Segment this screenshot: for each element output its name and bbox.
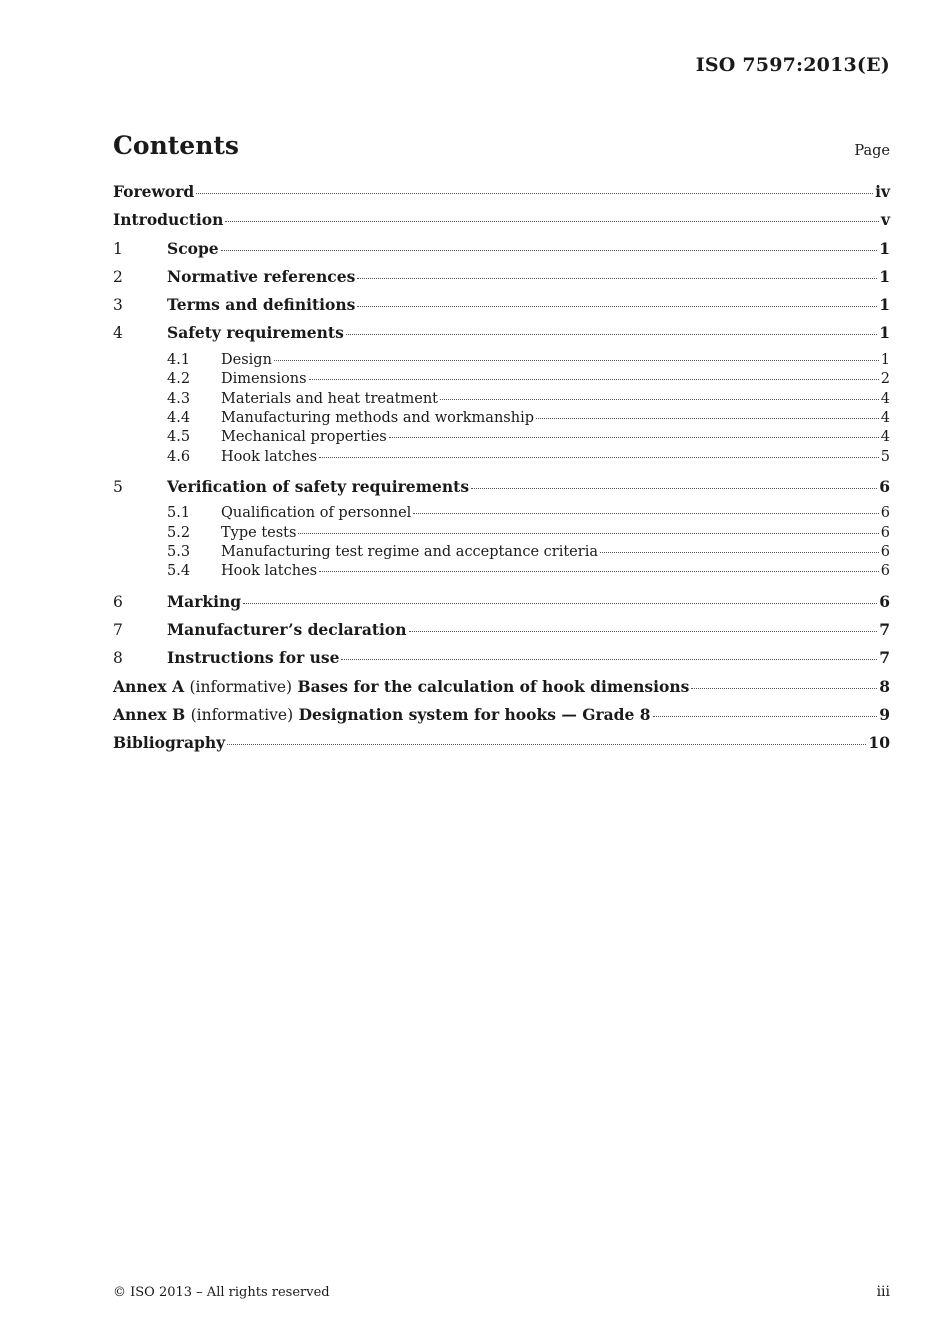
dot-leader xyxy=(471,488,877,489)
dot-leader xyxy=(357,278,877,279)
toc-entry-scope[interactable] xyxy=(113,239,890,267)
toc-entry-normative-references[interactable] xyxy=(113,267,890,295)
toc-entry-introduction[interactable] xyxy=(113,210,890,238)
annex-title: Designation system for hooks — Grade 8 xyxy=(298,704,651,724)
toc-entry-title: Dimensions xyxy=(221,371,307,388)
toc-entry-foreword[interactable] xyxy=(113,182,890,210)
toc-entry-title: Manufacturing test regime and acceptance criteria xyxy=(221,544,598,561)
toc-entry-title: Hook latches xyxy=(221,563,318,580)
toc-entry-page: iv xyxy=(875,182,890,201)
toc-entry-page: 7 xyxy=(879,648,890,668)
toc-entry-title: Materials and heat treatment xyxy=(221,390,438,407)
dot-leader xyxy=(600,552,879,553)
toc-entry-number: 4.6 xyxy=(167,448,191,465)
toc-entry-page: 6 xyxy=(880,505,890,522)
toc-entry-title: Instructions for use xyxy=(167,648,340,668)
toc-entry-number: 5.4 xyxy=(167,563,191,580)
toc-entry-title: Foreword xyxy=(113,182,195,201)
toc-entry-annex-a[interactable] xyxy=(113,677,890,705)
dot-leader xyxy=(440,399,879,400)
toc-entry-number: 8 xyxy=(113,649,123,668)
annex-title: Bases for the calculation of hook dimensions xyxy=(297,676,690,696)
dot-leader xyxy=(319,571,879,572)
toc-entry-page: 8 xyxy=(879,676,890,696)
toc-subentry[interactable] xyxy=(113,352,890,371)
toc-entry-safety-requirements[interactable] xyxy=(113,323,890,351)
toc-entry-page: 7 xyxy=(879,620,890,640)
dot-leader xyxy=(341,659,877,660)
toc-entry-title: Design xyxy=(221,351,272,368)
toc-entry-page: 1 xyxy=(879,238,890,258)
dot-leader xyxy=(227,744,866,745)
toc-entry-title: Marking xyxy=(167,591,242,611)
dot-leader xyxy=(274,360,879,361)
toc-subentry[interactable] xyxy=(113,449,890,468)
toc-entry-page: 1 xyxy=(880,351,890,368)
toc-subentry[interactable] xyxy=(113,391,890,410)
toc-entry-page: 6 xyxy=(879,477,890,497)
toc-entry-marking[interactable] xyxy=(113,592,890,620)
toc-entry-page: 6 xyxy=(880,563,890,580)
toc-entry-page: 1 xyxy=(879,266,890,286)
toc-entry-title: Manufacturing methods and workmanship xyxy=(221,409,534,426)
toc-entry-number: 5 xyxy=(113,478,123,497)
toc-entry-number: 2 xyxy=(113,267,123,286)
toc-entry-number: 7 xyxy=(113,621,123,640)
toc-entry-title: Scope xyxy=(167,238,219,258)
toc-entry-annex-b[interactable] xyxy=(113,705,890,733)
toc-subentry[interactable] xyxy=(113,525,890,544)
toc-entry-title: Safety requirements xyxy=(167,323,344,343)
dot-leader xyxy=(221,250,878,251)
toc-entry-title xyxy=(113,677,689,696)
toc-entry-page: 4 xyxy=(880,429,890,446)
toc-entry-title: Bibliography xyxy=(113,733,226,753)
toc-subentry[interactable] xyxy=(113,544,890,563)
dot-leader xyxy=(357,306,877,307)
contents-title: Contents xyxy=(113,131,240,160)
toc-entry-verification[interactable] xyxy=(113,477,890,505)
toc-entry-page: 9 xyxy=(879,704,890,724)
dot-leader xyxy=(243,603,877,604)
toc-entry-page: 1 xyxy=(879,295,890,315)
annex-kind: (informative) xyxy=(190,705,294,724)
toc-entry-title: Qualification of personnel xyxy=(221,505,412,522)
dot-leader xyxy=(309,379,879,380)
toc-entry-page: 6 xyxy=(879,591,890,611)
dot-leader xyxy=(319,457,879,458)
page-column-label: Page xyxy=(854,143,890,159)
dot-leader xyxy=(413,513,878,514)
toc-entry-bibliography[interactable] xyxy=(113,733,890,761)
toc-subentry[interactable] xyxy=(113,505,890,524)
toc-entry-terms-and-definitions[interactable] xyxy=(113,295,890,323)
dot-leader xyxy=(298,533,878,534)
toc-entry-title: Verification of safety requirements xyxy=(167,477,470,497)
document-code: ISO 7597:2013(E) xyxy=(695,54,890,76)
annex-kind: (informative) xyxy=(189,677,293,696)
page-number: iii xyxy=(876,1284,890,1300)
toc-entry-page: 10 xyxy=(868,733,890,753)
table-of-contents xyxy=(113,182,890,762)
toc-entry-title: Introduction xyxy=(113,210,224,230)
annex-label: Annex B xyxy=(113,704,186,724)
toc-entry-page: 6 xyxy=(880,524,890,541)
toc-entry-title xyxy=(113,705,651,724)
toc-entry-title: Mechanical properties xyxy=(221,429,387,446)
toc-entry-number: 3 xyxy=(113,296,123,315)
dot-leader xyxy=(346,334,877,335)
toc-entry-number: 4.2 xyxy=(167,371,191,388)
dot-leader xyxy=(409,631,878,632)
toc-entry-number: 4 xyxy=(113,324,123,343)
toc-entry-number: 4.1 xyxy=(167,351,191,368)
dot-leader xyxy=(691,688,877,689)
toc-entry-title: Manufacturer’s declaration xyxy=(167,620,407,640)
toc-subentry[interactable] xyxy=(113,410,890,429)
toc-entry-manufacturers-declaration[interactable] xyxy=(113,620,890,648)
toc-entry-page: 4 xyxy=(880,409,890,426)
toc-entry-number: 6 xyxy=(113,592,123,611)
toc-subentry[interactable] xyxy=(113,429,890,448)
toc-entry-number: 4.3 xyxy=(167,390,191,407)
toc-subentry[interactable] xyxy=(113,371,890,390)
toc-entry-instructions-for-use[interactable] xyxy=(113,648,890,676)
toc-entry-title: Type tests xyxy=(221,524,297,541)
toc-entry-number: 5.3 xyxy=(167,544,191,561)
toc-entry-title: Hook latches xyxy=(221,448,318,465)
dot-leader xyxy=(389,437,879,438)
toc-entry-number: 1 xyxy=(113,239,123,258)
toc-entry-page: 4 xyxy=(880,390,890,407)
toc-entry-page: 5 xyxy=(880,448,890,465)
toc-entry-number: 4.5 xyxy=(167,429,191,446)
toc-entry-number: 4.4 xyxy=(167,409,191,426)
toc-entry-title: Terms and definitions xyxy=(167,295,356,315)
dot-leader xyxy=(653,716,878,717)
dot-leader xyxy=(536,418,879,419)
copyright-notice: © ISO 2013 – All rights reserved xyxy=(113,1285,330,1300)
toc-entry-page: 6 xyxy=(880,544,890,561)
toc-entry-number: 5.1 xyxy=(167,505,191,522)
dot-leader xyxy=(225,221,879,222)
toc-entry-title: Normative references xyxy=(167,266,356,286)
toc-entry-page: 1 xyxy=(879,323,890,343)
annex-label: Annex A xyxy=(113,676,185,696)
toc-entry-number: 5.2 xyxy=(167,524,191,541)
toc-entry-page: 2 xyxy=(880,371,890,388)
toc-subentry[interactable] xyxy=(113,563,890,582)
toc-entry-page: v xyxy=(880,210,890,230)
dot-leader xyxy=(196,193,873,194)
